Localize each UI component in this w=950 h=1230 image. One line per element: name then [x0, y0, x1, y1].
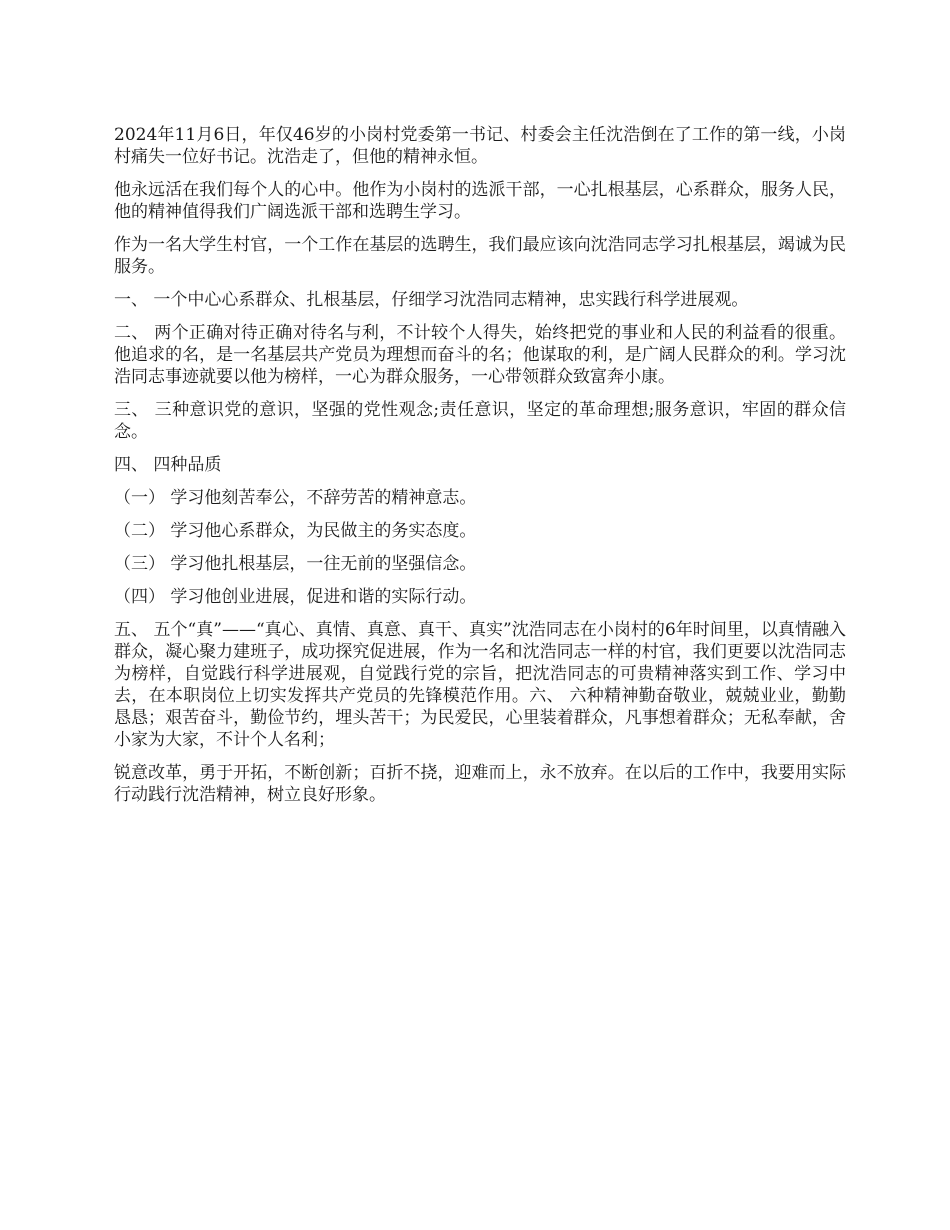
paragraph-spirit: 他永远活在我们每个人的心中。他作为小岗村的选派干部，一心扎根基层，心系群众，服务人民，他的精神值得我们广阔选派干部和选聘生学习。 [114, 180, 846, 222]
section-one: 一、 一个中心心系群众、扎根基层，仔细学习沈浩同志精神，忠实践行科学进展观。 [114, 290, 749, 310]
section-three: 三、 三种意识党的意识，坚强的党性观念;责任意识，坚定的革命理想;服务意识，牢固的群众信念。 [114, 400, 846, 442]
paragraph-intro: 2024年11月6日，年仅46岁的小岗村党委第一书记、村委会主任沈浩倒在了工作的第一线，小岗村痛失一位好书记。沈浩走了，但他的精神永恒。 [114, 125, 846, 167]
section-four-item-3: （三） 学习他扎根基层，一往无前的坚强信念。 [114, 554, 477, 574]
section-five-six: 五、 五个“真”——“真心、真情、真意、真干、真实”沈浩同志在小岗村的6年时间里，以真情融入群众，凝心聚力建班子，成功探究促进展，作为一名和沈浩同志一样的村官，我们更要以沈浩同志为榜样，自觉践行科学进展观，自觉践行党的宗旨，把沈浩同志的可贵精神落实到工作、学习中去，在本职岗位上切实发挥共产党员的先锋模范作用。六、 六种精神勤奋敬业，兢兢业业，勤勤恳恳；艰苦奋斗，勤俭节约，埋头苦干；为民爱民，心里装着群众，凡事想着群众；无私奉献，舍小家为大家，不计个人名利； [114, 620, 846, 750]
section-four-heading: 四、 四种品质 [114, 455, 222, 475]
document-body [114, 124, 846, 817]
section-two: 二、 两个正确对待正确对待名与利，不计较个人得失，始终把党的事业和人民的利益看的很重。他追求的名，是一名基层共产党员为理想而奋斗的名；他谋取的利，是广阔人民群众的利。学习沈浩同志事迹就要以他为榜样，一心为群众服务，一心带领群众致富奔小康。 [114, 323, 846, 387]
section-four-item-4: （四） 学习他创业进展，促进和谐的实际行动。 [114, 587, 477, 607]
paragraph-conclusion: 锐意改革，勇于开拓，不断创新；百折不挠，迎难而上，永不放弃。在以后的工作中，我要用实际行动践行沈浩精神，树立良好形象。 [114, 763, 846, 805]
paragraph-village-official: 作为一名大学生村官，一个工作在基层的选聘生，我们最应该向沈浩同志学习扎根基层，竭诚为民服务。 [114, 235, 846, 277]
section-four-item-1: （一） 学习他刻苦奉公，不辞劳苦的精神意志。 [114, 488, 477, 508]
section-four-item-2: （二） 学习他心系群众，为民做主的务实态度。 [114, 521, 477, 541]
